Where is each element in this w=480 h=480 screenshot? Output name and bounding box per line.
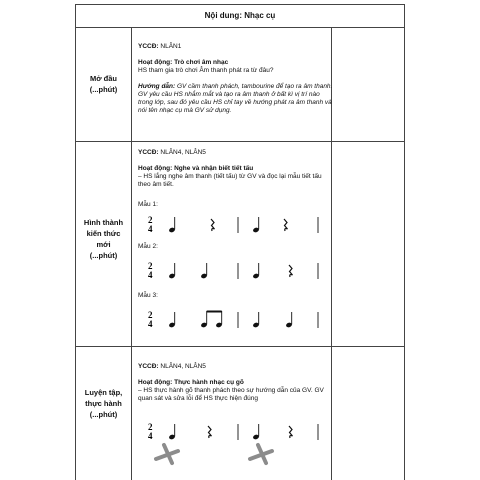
yccd-line: YCCĐ: NLÂN1 — [138, 43, 182, 50]
quarter-rest — [284, 219, 288, 231]
description-text: – HS lắng nghe âm thanh (tiết tấu) từ GV và đọc lại mẫu tiết tấu theo âm tiết. — [138, 173, 322, 188]
stage-time: (...phút) — [89, 251, 118, 260]
activity-line: Hoạt động: Nghe và nhận biết tiết tấu — [138, 165, 254, 172]
quarter-note — [200, 263, 207, 279]
quarter-note — [252, 424, 259, 440]
row-content — [138, 149, 333, 189]
quarter-rest — [289, 426, 293, 438]
stage-title: Luyện tập, — [84, 388, 123, 397]
divider — [76, 27, 404, 28]
guide-paragraph: Hướng dẫn: GV cầm thanh phách, tambourine để tạo ra âm thanh. GV yêu cầu HS nhắm mắt và tạo ra âm thanh ở bất kì vị trí nào trong lớp, sau đó yêu cầu HS chỉ tay về hướng phát ra âm thanh và nói tên nhạc cụ mà GV sử dụng. — [138, 83, 333, 114]
quarter-rest — [211, 219, 215, 231]
stage-title: thực hành — [85, 399, 122, 408]
clapper-sticks-icon — [152, 441, 182, 465]
rhythm-sample-3 — [146, 306, 326, 334]
quarter-rest — [208, 426, 212, 438]
row-content — [138, 363, 333, 403]
rhythm-sample-1 — [146, 211, 326, 239]
yccd-line: YCCĐ: NLÂN4, NLÂN5 — [138, 149, 206, 156]
table-header: Nội dung: Nhạc cụ — [204, 11, 276, 20]
quarter-note — [285, 312, 292, 328]
stage-title: Hình thành — [83, 218, 124, 227]
stage-label — [76, 217, 131, 261]
quarter-note — [252, 263, 259, 279]
stage-title: kiến thức — [86, 229, 121, 238]
row-content — [138, 43, 333, 115]
quarter-note — [168, 217, 175, 233]
time-signature-top: 2 — [148, 215, 153, 225]
stage-title: mới — [96, 240, 111, 249]
eighth-note-pair — [200, 311, 222, 328]
rhythm-sample-2 — [146, 257, 326, 285]
quarter-note — [252, 312, 259, 328]
stage-title: Mở đầu — [90, 74, 117, 83]
time-signature-top: 2 — [148, 310, 153, 320]
sample-label: Mẫu 2: — [138, 243, 158, 250]
description-text: – HS thực hành gõ thanh phách theo sự hướng dẫn của GV. GV quan sát và sửa lỗi để HS thực hiện đúng — [138, 387, 324, 402]
time-signature-bottom: 4 — [148, 270, 153, 280]
divider — [76, 346, 404, 347]
divider — [131, 27, 132, 480]
stage-time: (...phút) — [89, 85, 118, 94]
time-signature-top: 2 — [148, 261, 153, 271]
activity-line: Hoạt động: Trò chơi âm nhạc — [138, 59, 229, 66]
divider — [76, 141, 404, 142]
quarter-note — [168, 312, 175, 328]
yccd-line: YCCĐ: NLÂN4, NLÂN5 — [138, 363, 206, 370]
lesson-table — [75, 4, 405, 480]
time-signature-bottom: 4 — [148, 431, 153, 441]
quarter-rest — [289, 265, 293, 277]
stage-label — [76, 73, 131, 95]
sample-label: Mẫu 1: — [138, 201, 158, 208]
question-text: HS tham gia trò chơi Âm thanh phát ra từ đâu? — [138, 67, 274, 74]
quarter-note — [252, 217, 259, 233]
stage-time: (...phút) — [89, 410, 118, 419]
time-signature-bottom: 4 — [148, 319, 153, 329]
sample-label: Mẫu 3: — [138, 292, 158, 299]
stage-label — [76, 387, 131, 420]
time-signature-bottom: 4 — [148, 224, 153, 234]
clapper-sticks-icon — [246, 441, 276, 465]
quarter-note — [168, 424, 175, 440]
quarter-note — [168, 263, 175, 279]
activity-line: Hoạt động: Thực hành nhạc cụ gõ — [138, 379, 244, 386]
time-signature-top: 2 — [148, 422, 153, 432]
